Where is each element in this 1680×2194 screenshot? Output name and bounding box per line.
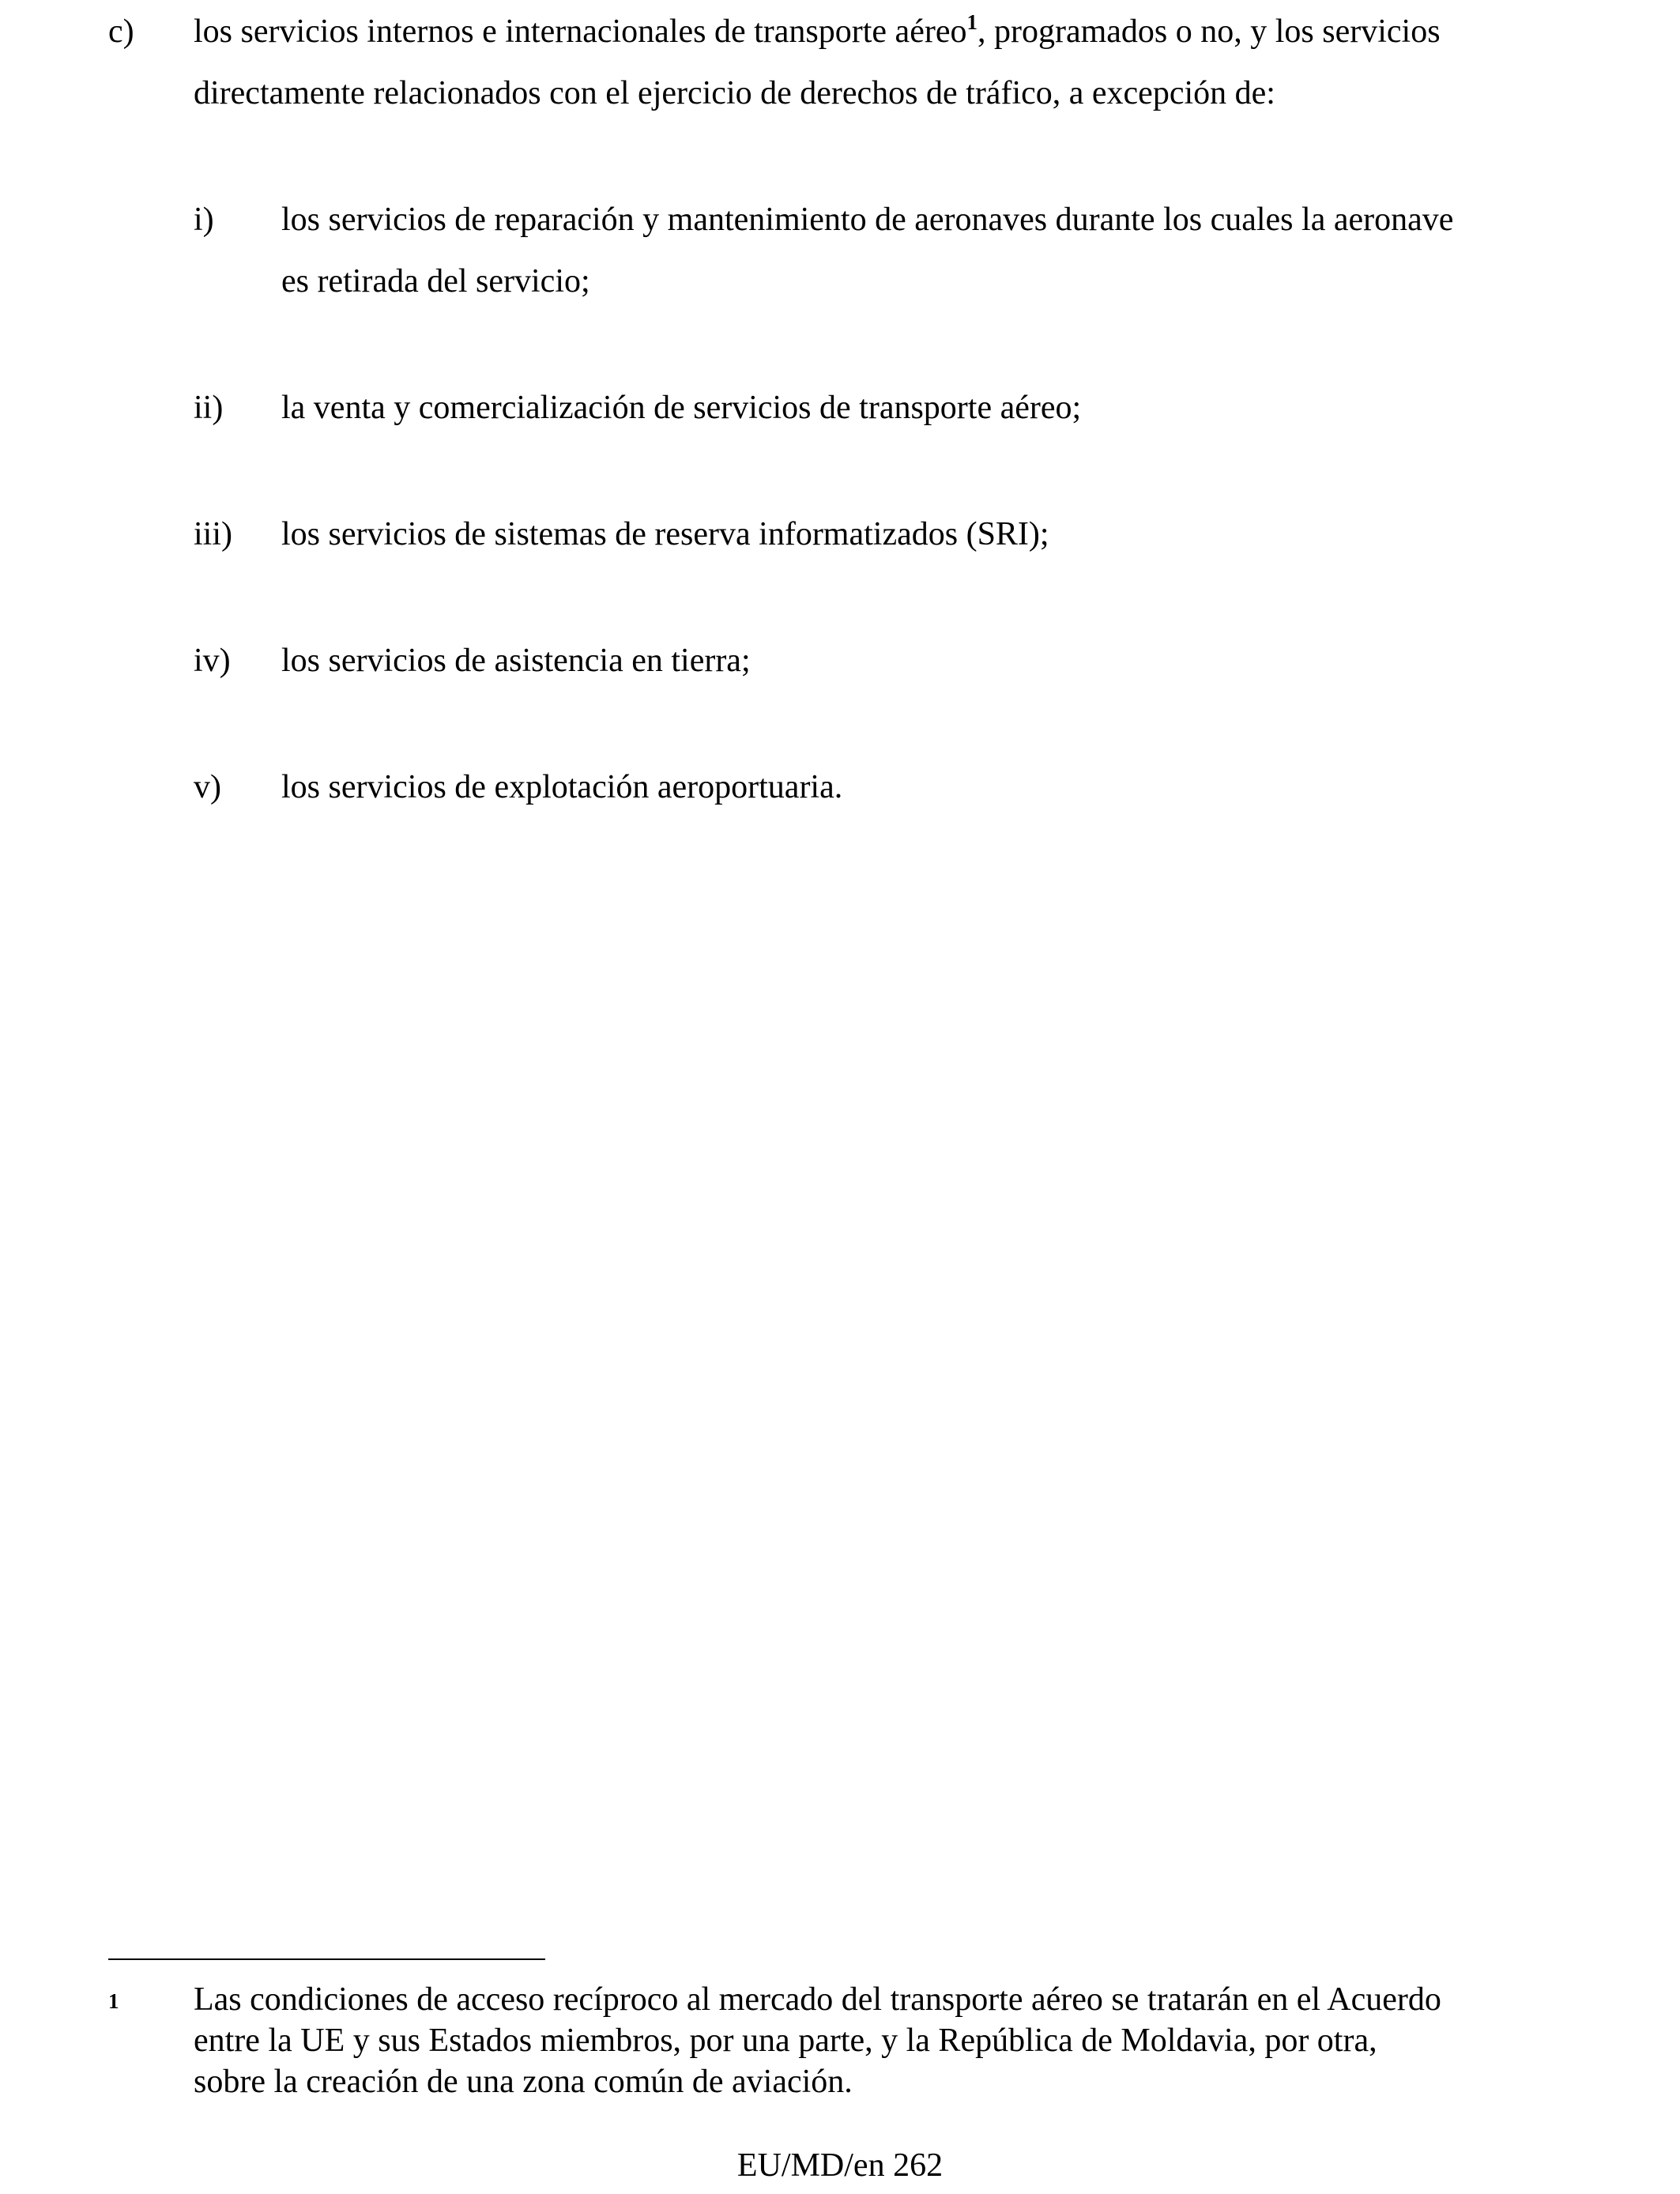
subitem-v-text: los servicios de explotación aeroportuaria. xyxy=(281,769,843,805)
footnote-line-2: entre la UE y sus Estados miembros, por una parte, y la República de Moldavia, por otra, xyxy=(194,2022,1377,2059)
footnote-separator xyxy=(108,1958,545,1960)
footnote-reference[interactable]: 1 xyxy=(966,10,977,34)
item-c-line-1 xyxy=(194,0,1441,63)
item-c-line-1-continuation: , programados o no, y los servicios xyxy=(977,13,1441,50)
subitem-iii-label: iii) xyxy=(194,516,232,552)
subitem-ii-text: la venta y comercialización de servicios de transporte aéreo; xyxy=(281,390,1082,426)
subitem-iv-label: iv) xyxy=(194,643,231,679)
subitem-i-label: i) xyxy=(194,202,214,238)
subitem-iii-text: los servicios de sistemas de reserva informatizados (SRI); xyxy=(281,516,1049,552)
item-c-label: c) xyxy=(108,13,134,50)
footnote-line-3: sobre la creación de una zona común de aviación. xyxy=(194,2064,853,2100)
subitem-i-line-1: los servicios de reparación y mantenimiento de aeronaves durante los cuales la aeronave xyxy=(281,202,1454,238)
subitem-v-label: v) xyxy=(194,769,221,805)
page-number: EU/MD/en 262 xyxy=(736,2147,944,2184)
subitem-iv-text: los servicios de asistencia en tierra; xyxy=(281,643,751,679)
footnote-marker: 1 xyxy=(108,1989,119,2013)
footnote-line-1: Las condiciones de acceso recíproco al mercado del transporte aéreo se tratarán en el Acuerdo xyxy=(194,1981,1441,2018)
subitem-ii-label: ii) xyxy=(194,390,224,426)
item-c-line-1-text: los servicios internos e internacionales de transporte aéreo xyxy=(194,13,967,50)
subitem-i-line-2: es retirada del servicio; xyxy=(281,263,590,300)
item-c-line-2: directamente relacionados con el ejercicio de derechos de tráfico, a excepción de: xyxy=(194,75,1275,111)
